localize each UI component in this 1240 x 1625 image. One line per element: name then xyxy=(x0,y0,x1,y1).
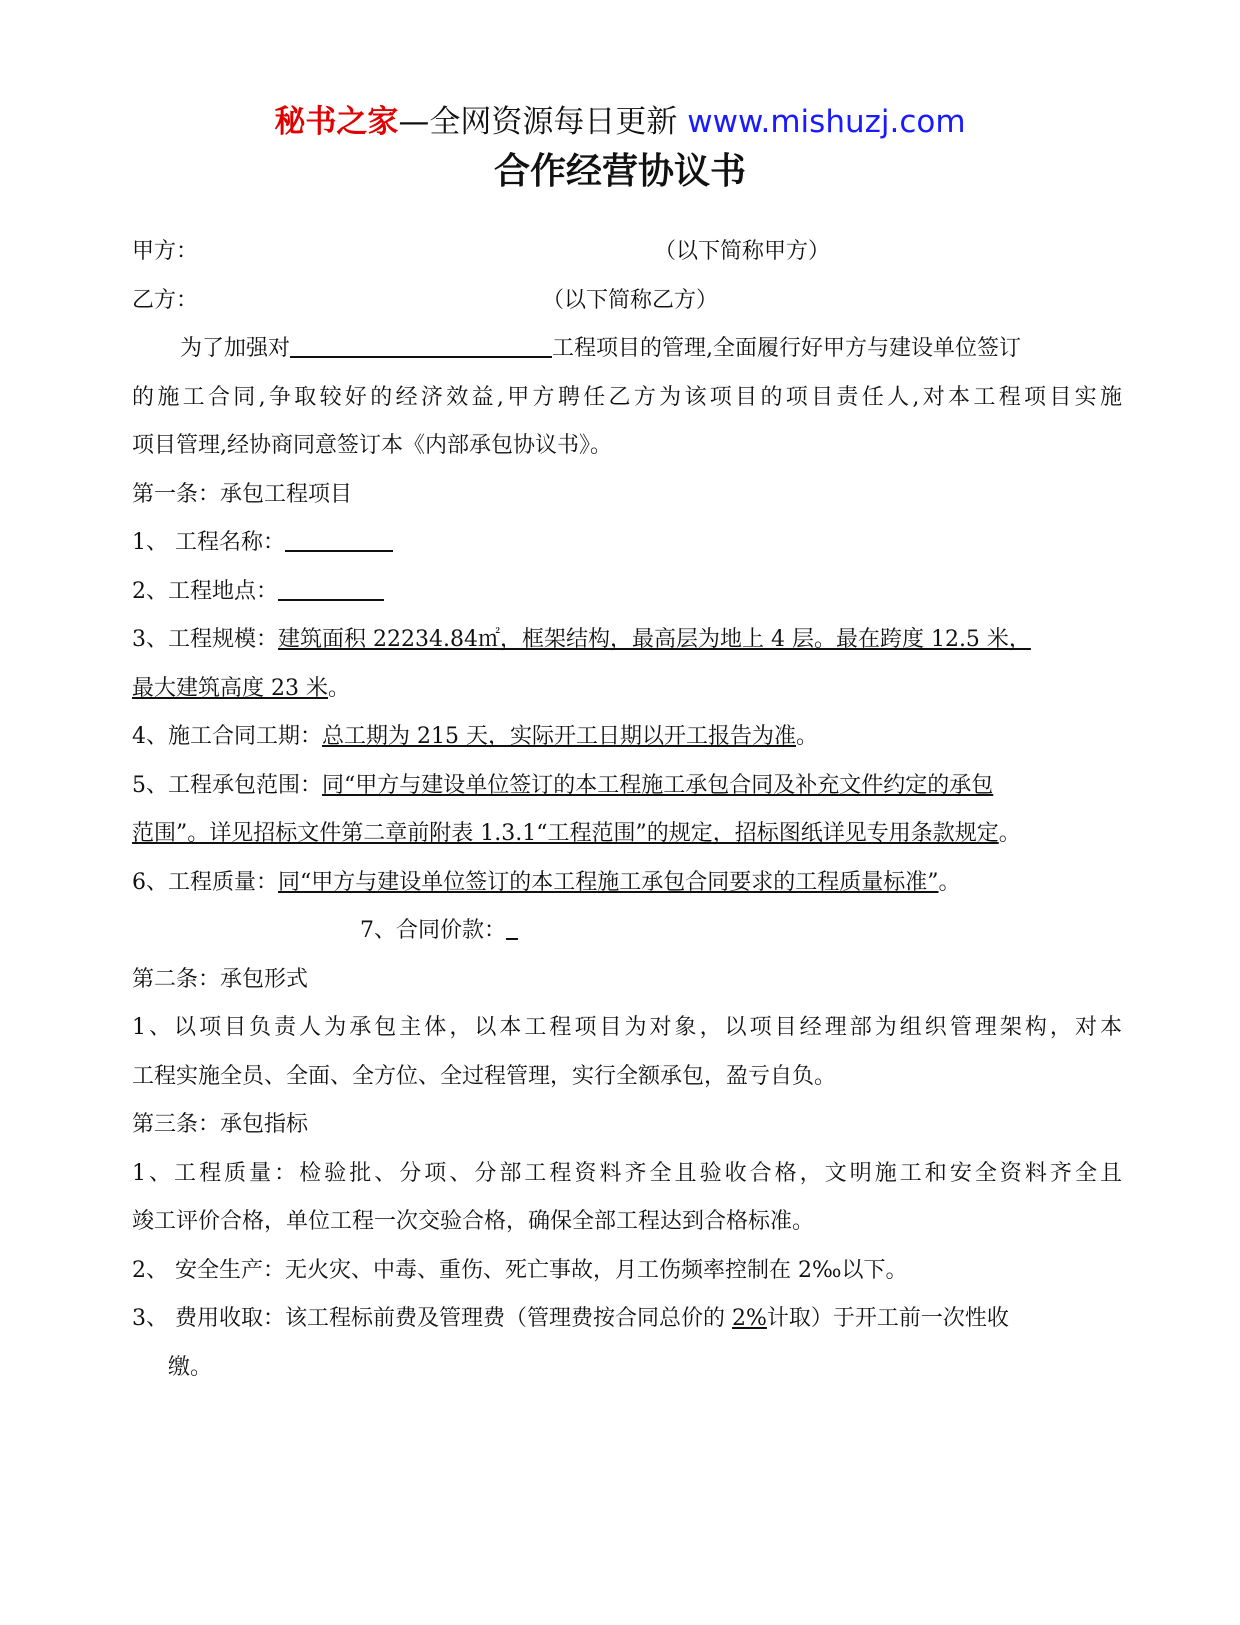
party-a-line xyxy=(132,228,1122,277)
intro-prefix: 为了加强对 xyxy=(180,336,291,361)
article-1-item-3 xyxy=(132,616,1122,665)
intro-line-2: 的施工合同,争取较好的经济效益,甲方聘任乙方为该项目的项目责任人,对本工程项目实施 xyxy=(132,384,1122,410)
article-1-item-1 xyxy=(132,519,1122,568)
punct: 。 xyxy=(998,821,1021,846)
punct: 。 xyxy=(795,724,818,749)
site-url-link[interactable]: www.mishuzj.com xyxy=(687,104,966,140)
punct: 。 xyxy=(938,869,961,895)
article-3-item-3-cont: 缴。 xyxy=(168,1354,213,1380)
document-title: 合作经营协议书 xyxy=(493,151,746,192)
scope-label: 5、工程承包范围： xyxy=(132,772,322,798)
party-b-label: 乙方： xyxy=(132,287,199,313)
article-1-item-5-cont xyxy=(132,810,1122,859)
project-name-label: 1、 工程名称： xyxy=(132,530,285,555)
project-name-blank xyxy=(290,332,552,358)
article-1-heading: 第一条：承包工程项目 xyxy=(132,481,353,507)
contract-period-label: 4、施工合同工期： xyxy=(132,724,322,749)
project-location-blank xyxy=(278,575,384,601)
project-height-value: 最大建筑高度 23 米 xyxy=(132,675,328,701)
article-3-item-2: 2、 安全生产：无火灾、中毒、重伤、死亡事故，月工伤频率控制在 2‰以下。 xyxy=(132,1257,908,1283)
party-b-line xyxy=(132,277,1122,326)
contract-price-blank xyxy=(506,914,518,940)
intro-line-3: 项目管理,经协商同意签订本《内部承包协议书》。 xyxy=(132,433,612,458)
article-1-item-3-cont xyxy=(132,665,1122,714)
quality-value: 同“甲方与建设单位签订的本工程施工承包合同要求的工程质量标准” xyxy=(278,869,939,895)
article-2-heading: 第二条：承包形式 xyxy=(132,966,309,992)
contract-period-value: 总工期为 215 天，实际开工日期以开工报告为准 xyxy=(322,724,796,749)
article-1-item-7 xyxy=(132,907,1122,956)
article-3-item-1-cont: 竣工评价合格，单位工程一次交验合格，确保全部工程达到合格标准。 xyxy=(132,1209,815,1234)
party-b-note: （以下简称乙方） xyxy=(542,287,719,313)
intro-line-1 xyxy=(132,325,1122,374)
brand-name: 秘书之家 xyxy=(274,104,399,140)
project-name-field-blank xyxy=(285,526,393,552)
scope-value-cont: 范围”。详见招标文件第二章前附表 1.3.1“工程范围”的规定，招标图纸详见专用条款规定 xyxy=(132,821,999,846)
project-location-label: 2、工程地点： xyxy=(132,578,278,604)
party-a-label: 甲方： xyxy=(132,239,199,264)
article-1-item-6 xyxy=(132,859,1122,908)
fee-prefix: 3、 费用收取：该工程标前费及管理费（管理费按合同总价的 xyxy=(132,1306,732,1331)
article-1-item-5 xyxy=(132,762,1122,811)
article-2-item-1: 1、以项目负责人为承包主体，以本工程项目为对象，以项目经理部为组织管理架构，对本 xyxy=(132,1015,1122,1040)
article-3-item-1: 1、工程质量：检验批、分项、分部工程资料齐全且验收合格，文明施工和安全资料齐全且 xyxy=(132,1160,1122,1186)
document-body xyxy=(132,228,1122,1392)
article-1-item-2 xyxy=(132,568,1122,617)
quality-label: 6、工程质量： xyxy=(132,869,278,895)
site-header xyxy=(0,100,1240,144)
contract-price-label: 7、合同价款： xyxy=(360,918,506,943)
punct: 。 xyxy=(327,675,350,701)
party-a-note: （以下简称甲方） xyxy=(654,239,831,264)
scope-value: 同“甲方与建设单位签订的本工程施工承包合同及补充文件约定的承包 xyxy=(322,772,994,798)
header-slogan: —全网资源每日更新 xyxy=(398,104,688,140)
article-1-item-4 xyxy=(132,713,1122,762)
intro-suffix: 工程项目的管理,全面履行好甲方与建设单位签订 xyxy=(552,336,1022,361)
article-2-item-1-cont: 工程实施全员、全面、全方位、全过程管理，实行全额承包，盈亏自负。 xyxy=(132,1063,837,1089)
fee-suffix: 计取）于开工前一次性收 xyxy=(766,1306,1009,1331)
article-3-item-3 xyxy=(132,1295,1122,1344)
project-scale-value: 建筑面积 22234.84㎡，框架结构，最高层为地上 4 层。最在跨度 12.5 米， xyxy=(278,627,1031,652)
article-3-heading: 第三条：承包指标 xyxy=(132,1112,309,1137)
project-scale-label: 3、工程规模： xyxy=(132,627,278,652)
fee-percent: 2% xyxy=(732,1306,767,1331)
